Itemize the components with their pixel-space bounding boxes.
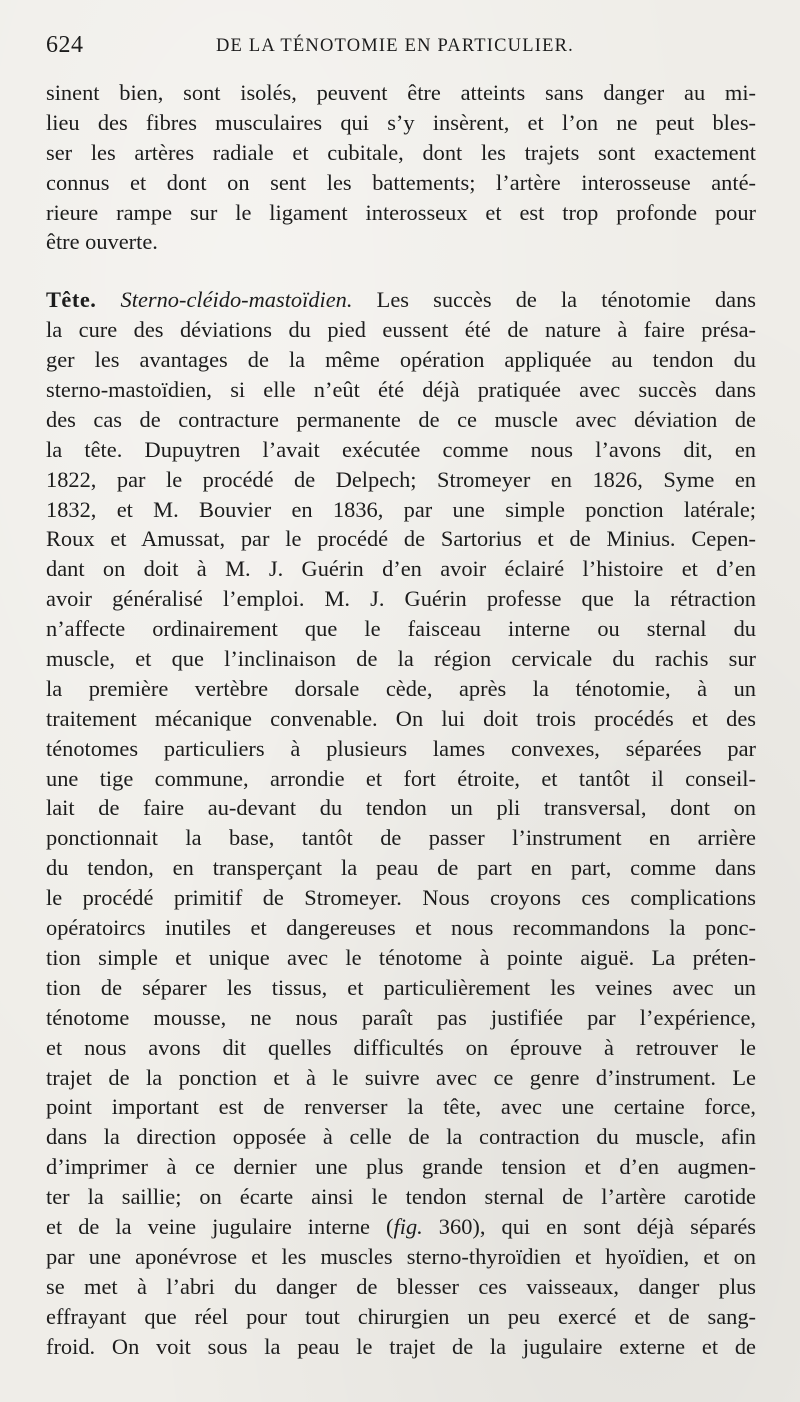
text-line: être ouverte. <box>46 229 158 255</box>
paragraph-1 <box>46 78 756 257</box>
text-line: la première vertèbre dorsale cède, après la ténotomie, à un <box>46 675 756 701</box>
fig-line-end: 360), qui en sont déjà séparés <box>422 1213 756 1239</box>
text-line: ter la saillie; on écarte ainsi le tendon sternal de l’artère carotide <box>46 1184 756 1210</box>
figure-reference: fig. <box>393 1213 423 1239</box>
text-line: 1822, par le procédé de Delpech; Stromeyer en 1826, Syme en <box>46 466 756 492</box>
text-line: ger les avantages de la même opération appliquée au tendon du <box>46 347 756 373</box>
body-text <box>46 78 756 1361</box>
text-line: lait de faire au-devant du tendon un pli transversal, dont on <box>46 795 756 821</box>
text-line: des cas de contracture permanente de ce muscle avec déviation de <box>46 406 756 432</box>
text-line: point important est de renverser la tête, avec une certaine force, <box>46 1094 756 1120</box>
section-heading: Tête. <box>46 287 97 313</box>
text-line: le procédé primitif de Stromeyer. Nous croyons ces complications <box>46 885 756 911</box>
text-line: la cure des déviations du pied eussent été de nature à faire présa- <box>46 317 756 343</box>
text-line: avoir généralisé l’emploi. M. J. Guérin professe que la rétraction <box>46 586 756 612</box>
text-line: ser les artères radiale et cubitale, dont les trajets sont exactement <box>46 139 756 165</box>
text-line: 1832, et M. Bouvier en 1836, par une simple ponction latérale; <box>46 496 756 522</box>
fig-line-start: et de la veine jugulaire interne ( <box>46 1213 394 1239</box>
text-line: par une aponévrose et les muscles sterno-thyroïdien et hyoïdien, et on <box>46 1243 756 1269</box>
paragraph-2 <box>46 285 756 1361</box>
text-line: se met à l’abri du danger de blesser ces vaisseaux, danger plus <box>46 1273 756 1299</box>
text-line: muscle, et que l’inclinaison de la région cervicale du rachis sur <box>46 646 756 672</box>
text-line: lieu des fibres musculaires qui s’y insèrent, et l’on ne peut bles- <box>46 109 756 135</box>
running-header <box>46 30 760 64</box>
text-line: rieure rampe sur le ligament interosseux et est trop profonde pour <box>46 199 756 225</box>
text-line: froid. On voit sous la peau le trajet de la jugulaire externe et de <box>46 1333 756 1359</box>
figure-reference-line <box>46 1212 756 1242</box>
text-line: tion de séparer les tissus, et particulièrement les veines avec un <box>46 974 756 1000</box>
text-line: dans la direction opposée à celle de la contraction du muscle, afin <box>46 1124 756 1150</box>
text-line: d’imprimer à ce dernier une plus grande tension et d’en augmen- <box>46 1154 756 1180</box>
text-line: ponctionnait la base, tantôt de passer l’instrument en arrière <box>46 825 756 851</box>
paragraph-spacer <box>46 257 756 285</box>
text-line: traitement mécanique convenable. On lui doit trois procédés et des <box>46 705 756 731</box>
text-line: dant on doit à M. J. Guérin d’en avoir éclairé l’histoire et d’en <box>46 556 756 582</box>
text-line: du tendon, en transperçant la peau de part en part, comme dans <box>46 855 756 881</box>
text-line: n’affecte ordinairement que le faisceau interne ou sternal du <box>46 616 756 642</box>
text-line: tion simple et unique avec le ténotome à pointe aiguë. La préten- <box>46 944 756 970</box>
text-line: et nous avons dit quelles difficultés on éprouve à retrouver le <box>46 1034 756 1060</box>
section-subject: Sterno-cléido-mastoïdien. <box>120 287 353 313</box>
text-line: une tige commune, arrondie et fort étroite, et tantôt il conseil- <box>46 765 756 791</box>
text-line: opératoircs inutiles et dangereuses et nous recommandons la ponc- <box>46 915 756 941</box>
running-title: DE LA TÉNOTOMIE EN PARTICULIER. <box>216 36 574 56</box>
text-line: sinent bien, sont isolés, peuvent être atteints sans danger au mi- <box>46 80 756 105</box>
text-line: connus et dont on sent les battements; l’artère interosseuse anté- <box>46 169 756 195</box>
first-line-text: Les succès de la ténotomie dans <box>376 287 756 313</box>
text-line: effrayant que réel pour tout chirurgien un peu exercé et de sang- <box>46 1303 756 1329</box>
text-line: ténotomes particuliers à plusieurs lames convexes, séparées par <box>46 735 756 761</box>
section-first-line <box>46 285 756 315</box>
page-number: 624 <box>46 32 84 58</box>
text-line: sterno-mastoïdien, si elle n’eût été déjà pratiquée avec succès dans <box>46 377 756 403</box>
text-line: trajet de la ponction et à le suivre avec ce genre d’instrument. Le <box>46 1064 756 1090</box>
text-line: Roux et Amussat, par le procédé de Sartorius et de Minius. Cepen- <box>46 526 756 552</box>
text-line: la tête. Dupuytren l’avait exécutée comme nous l’avons dit, en <box>46 436 756 462</box>
text-line: ténotome mousse, ne nous paraît pas justifiée par l’expérience, <box>46 1004 756 1030</box>
